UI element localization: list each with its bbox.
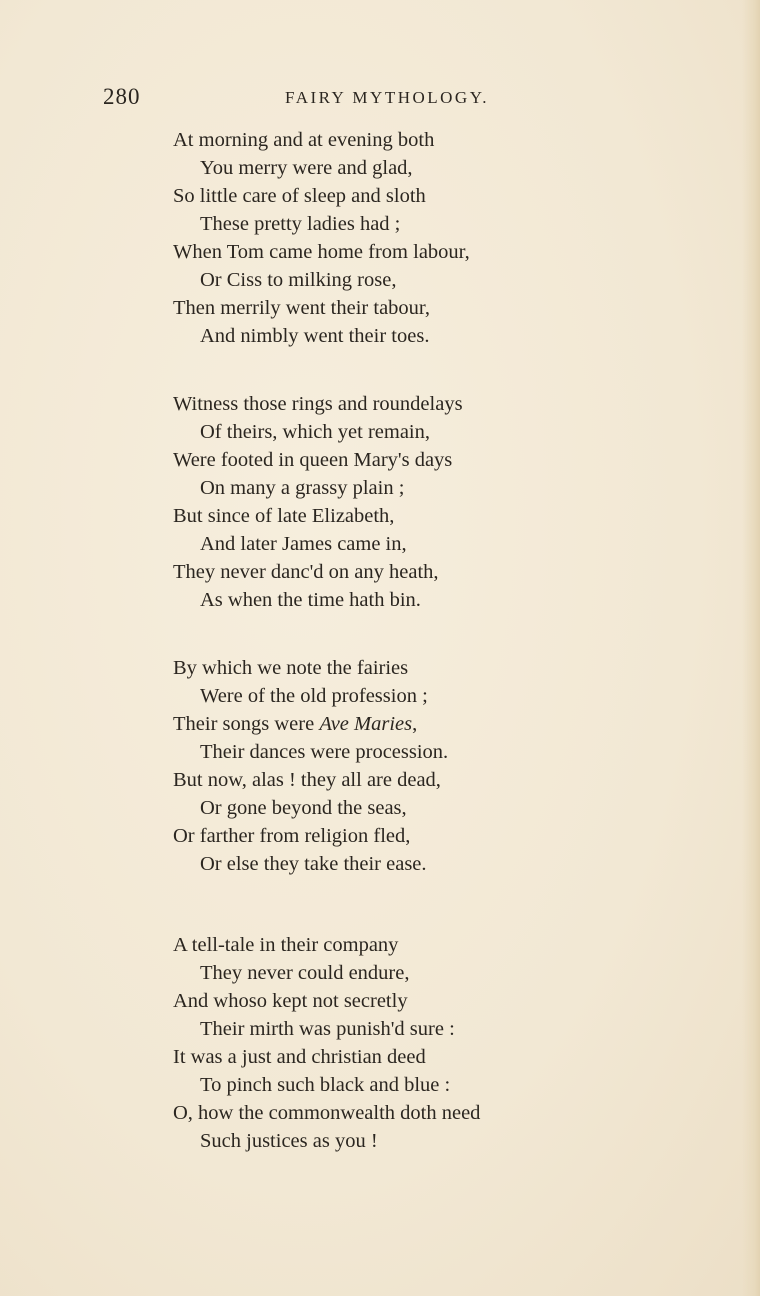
poem-line: By which we note the fairies — [173, 657, 409, 679]
poem-line: You merry were and glad, — [200, 157, 413, 179]
poem-line: They never could endure, — [200, 962, 410, 984]
poem-line: Such justices as you ! — [200, 1130, 378, 1152]
poem-line: Or else they take their ease. — [200, 853, 427, 875]
poem-line: As when the time hath bin. — [200, 589, 421, 611]
poem-line: Or Ciss to milking rose, — [200, 269, 397, 291]
page-number: 280 — [103, 84, 141, 109]
poem-line: And nimbly went their toes. — [200, 325, 430, 347]
poem-line: Or gone beyond the seas, — [200, 797, 407, 819]
poem-line: And whoso kept not secretly — [173, 990, 408, 1012]
poem-line: So little care of sleep and sloth — [173, 185, 426, 207]
poem-line: They never danc'd on any heath, — [173, 561, 439, 583]
poem-line: Then merrily went their tabour, — [173, 297, 431, 319]
poem-line: At morning and at evening both — [173, 129, 435, 151]
poem-line: Witness those rings and roundelays — [173, 393, 463, 415]
poem-line-with-italic — [173, 711, 417, 737]
poem-line-start: Their songs were — [173, 713, 320, 735]
page-edge-shadow — [742, 0, 760, 1296]
running-head: FAIRY MYTHOLOGY. — [285, 88, 490, 107]
italic-phrase-punctuation: , — [412, 713, 418, 735]
poem-line: Were of the old profession ; — [200, 685, 428, 707]
poem-line: On many a grassy plain ; — [200, 477, 405, 499]
poem-line: A tell-tale in their company — [173, 934, 399, 956]
poem-line: O, how the commonwealth doth need — [173, 1102, 481, 1124]
poem-line: Of theirs, which yet remain, — [200, 421, 430, 443]
italic-phrase: Ave Maries — [319, 713, 413, 735]
poem-line: To pinch such black and blue : — [200, 1074, 451, 1096]
poem-line: Their mirth was punish'd sure : — [200, 1018, 455, 1040]
poem-line: Were footed in queen Mary's days — [173, 449, 453, 471]
poem-line: Or farther from religion fled, — [173, 825, 411, 847]
page-header — [0, 84, 760, 116]
poem-line: But since of late Elizabeth, — [173, 505, 395, 527]
poem-line: But now, alas ! they all are dead, — [173, 769, 441, 791]
poem-line: Their dances were procession. — [200, 741, 449, 763]
poem-line: These pretty ladies had ; — [200, 213, 401, 235]
poem-line: When Tom came home from labour, — [173, 241, 470, 263]
poem-line: It was a just and christian deed — [173, 1046, 426, 1068]
poem-line: And later James came in, — [200, 533, 407, 555]
